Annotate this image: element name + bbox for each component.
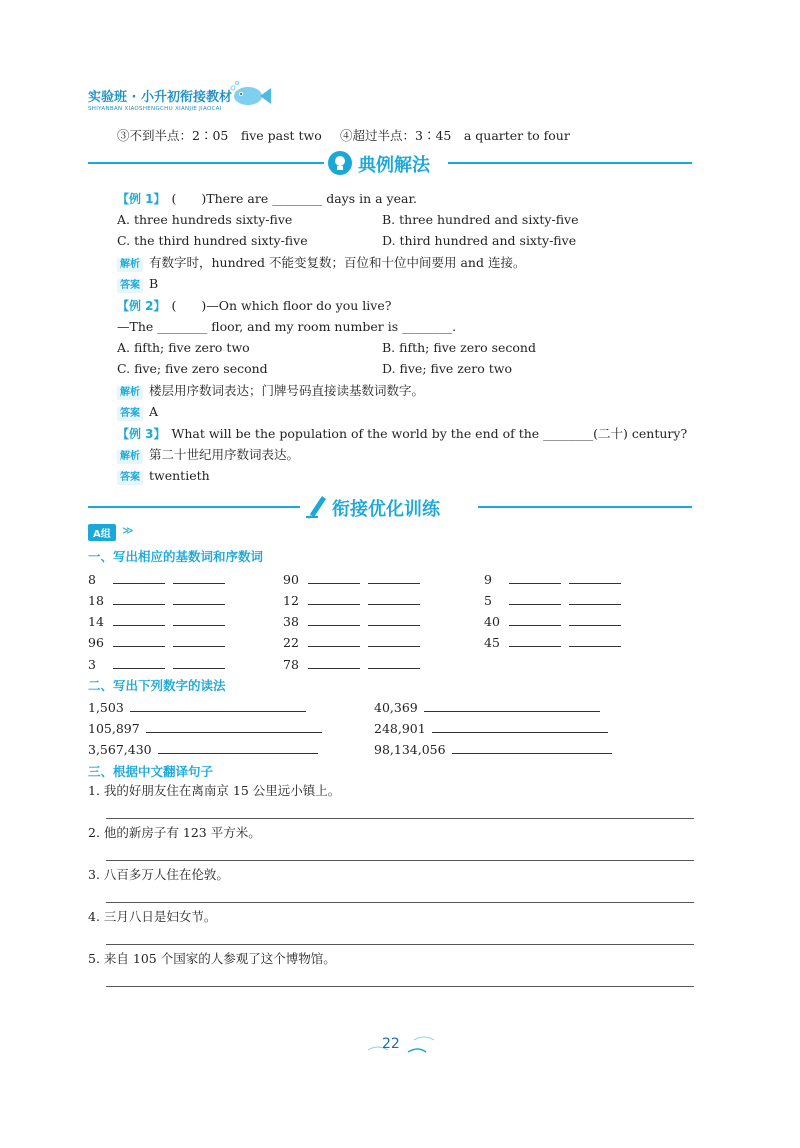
ordinal-blank[interactable] <box>173 634 225 647</box>
cardinal-blank[interactable] <box>509 592 561 605</box>
answer-tag: 答案 <box>117 407 143 421</box>
ex1-option-d: D. third hundred and sixty-five <box>382 233 577 248</box>
chevron-double-right-icon: ≫ <box>122 524 134 537</box>
number-item <box>484 571 621 588</box>
page-number: 22 <box>382 1036 400 1052</box>
number-value: 3,567,430 <box>88 742 152 757</box>
ordinal-blank[interactable] <box>569 613 621 626</box>
number-value: 90 <box>283 572 299 587</box>
fish-logo-icon <box>228 80 272 110</box>
number-reading-item <box>88 720 322 737</box>
number-value: 22 <box>283 635 299 650</box>
ex1-answer: B <box>149 276 159 291</box>
ex2-answer-row <box>117 404 158 421</box>
ex1-option-b: B. three hundred and sixty-five <box>382 212 579 227</box>
ex1-option-c: C. the third hundred sixty-five <box>117 233 308 248</box>
number-value: 9 <box>484 572 492 587</box>
cardinal-blank[interactable] <box>308 656 360 669</box>
ex2-option-a: A. fifth; five zero two <box>117 340 250 355</box>
reading-blank[interactable] <box>158 741 318 754</box>
number-item <box>88 613 225 630</box>
ex2-option-d: D. five; five zero two <box>382 361 512 376</box>
section2-title: 衔接优化训练 <box>332 499 440 520</box>
ordinal-blank[interactable] <box>569 634 621 647</box>
section1-rule-left <box>88 162 324 164</box>
ex3-stem-row <box>117 426 687 442</box>
cardinal-blank[interactable] <box>308 613 360 626</box>
analysis-tag: 解析 <box>117 386 143 400</box>
ex2-tag: 【例 2】 <box>117 299 166 313</box>
cardinal-blank[interactable] <box>509 571 561 584</box>
translation-sentence: 4. 三月八日是妇女节。 <box>88 909 217 924</box>
ordinal-blank[interactable] <box>173 613 225 626</box>
translation-sentence: 1. 我的好朋友住在离南京 15 公里远小镇上。 <box>88 783 341 798</box>
answer-tag: 答案 <box>117 279 143 293</box>
section2-rule-left <box>88 506 300 508</box>
number-value: 12 <box>283 593 299 608</box>
group-a-label: A组 <box>93 529 111 540</box>
number-item <box>484 634 621 651</box>
cardinal-blank[interactable] <box>113 571 165 584</box>
header-logo <box>88 86 232 112</box>
part1-title: 一、写出相应的基数词和序数词 <box>88 549 264 564</box>
number-value: 14 <box>88 614 104 629</box>
number-item <box>88 656 225 673</box>
ordinal-blank[interactable] <box>368 592 420 605</box>
number-item <box>283 571 420 588</box>
reading-blank[interactable] <box>146 720 322 733</box>
ordinal-blank[interactable] <box>368 571 420 584</box>
ordinal-blank[interactable] <box>368 634 420 647</box>
cardinal-blank[interactable] <box>308 592 360 605</box>
ex1-stem-row <box>117 191 417 207</box>
number-item <box>88 592 225 609</box>
translation-sentence: 5. 来自 105 个国家的人参观了这个博物馆。 <box>88 951 336 966</box>
cardinal-blank[interactable] <box>113 634 165 647</box>
ordinal-blank[interactable] <box>569 571 621 584</box>
part2-title: 二、写出下列数字的读法 <box>88 678 226 693</box>
ex3-analysis: 第二十世纪用序数词表达。 <box>149 447 300 462</box>
ex2-answer: A <box>149 404 159 419</box>
ex1-analysis-row <box>117 255 525 272</box>
number-item <box>283 592 420 609</box>
answer-tag: 答案 <box>117 471 143 485</box>
section1-title: 典例解法 <box>358 155 430 176</box>
ex2-option-b: B. fifth; five zero second <box>382 340 536 355</box>
ex3-answer-row <box>117 468 210 485</box>
pencil-icon <box>304 492 328 520</box>
number-reading-item <box>374 699 600 716</box>
number-value: 3 <box>88 657 96 672</box>
translation-sentence: 3. 八百多万人住在伦敦。 <box>88 867 229 882</box>
number-value: 96 <box>88 635 104 650</box>
cardinal-blank[interactable] <box>113 656 165 669</box>
number-item <box>283 656 420 673</box>
ordinal-blank[interactable] <box>368 656 420 669</box>
ordinal-blank[interactable] <box>173 571 225 584</box>
intro-item-3: ③不到半点：2∶05 five past two <box>117 128 322 143</box>
ex1-answer-row <box>117 276 158 293</box>
section1-rule-right <box>448 162 692 164</box>
group-a-badge <box>88 524 116 541</box>
number-item <box>88 634 225 651</box>
ex1-analysis: 有数字时，hundred 不能变复数；百位和十位中间要用 and 连接。 <box>149 255 526 270</box>
number-value: 105,897 <box>88 721 140 736</box>
ex3-stem: What will be the population of the world by the end of the ________(二十) century? <box>171 426 688 441</box>
ordinal-blank[interactable] <box>173 656 225 669</box>
answer-line[interactable] <box>106 986 694 987</box>
series-pinyin: SHIYANBAN XIAOSHENGCHU XIANJIE JIAOCAI <box>88 106 222 112</box>
page-number-badge <box>366 1034 436 1056</box>
reading-blank[interactable] <box>130 699 306 712</box>
answer-line[interactable] <box>106 860 694 861</box>
analysis-tag: 解析 <box>117 450 143 464</box>
intro-item-4: ④超过半点：3∶45 a quarter to four <box>340 128 570 143</box>
translation-sentence: 2. 他的新房子有 123 平方米。 <box>88 825 261 840</box>
ordinal-blank[interactable] <box>368 613 420 626</box>
number-reading-item <box>88 741 318 758</box>
answer-line[interactable] <box>106 902 694 903</box>
ordinal-blank[interactable] <box>173 592 225 605</box>
cardinal-blank[interactable] <box>308 571 360 584</box>
number-value: 248,901 <box>374 721 426 736</box>
cardinal-blank[interactable] <box>113 592 165 605</box>
number-value: 8 <box>88 572 96 587</box>
number-item <box>88 571 225 588</box>
lightbulb-icon <box>327 150 353 176</box>
number-item <box>484 613 621 630</box>
reading-blank[interactable] <box>432 720 608 733</box>
analysis-tag: 解析 <box>117 258 143 272</box>
number-item <box>283 613 420 630</box>
number-item <box>484 592 621 609</box>
reading-blank[interactable] <box>452 741 612 754</box>
number-value: 45 <box>484 635 500 650</box>
number-reading-item <box>374 741 612 758</box>
number-value: 98,134,056 <box>374 742 446 757</box>
ordinal-blank[interactable] <box>569 592 621 605</box>
cardinal-blank[interactable] <box>113 613 165 626</box>
cardinal-blank[interactable] <box>509 613 561 626</box>
section2-rule-right <box>478 506 692 508</box>
ex1-option-a: A. three hundreds sixty-five <box>117 212 293 227</box>
cardinal-blank[interactable] <box>509 634 561 647</box>
number-value: 78 <box>283 657 299 672</box>
cardinal-blank[interactable] <box>308 634 360 647</box>
number-value: 38 <box>283 614 299 629</box>
ex2-stem-row <box>117 298 391 314</box>
ex3-analysis-row <box>117 447 299 464</box>
ex1-stem: ( )There are ________ days in a year. <box>171 191 418 206</box>
number-value: 40,369 <box>374 700 418 715</box>
part3-title: 三、根据中文翻译句子 <box>88 764 214 779</box>
number-reading-item <box>374 720 608 737</box>
number-value: 18 <box>88 593 104 608</box>
wave-decoration-icon <box>366 1034 436 1056</box>
ex2-analysis-row <box>117 383 424 400</box>
number-item <box>283 634 420 651</box>
ex1-tag: 【例 1】 <box>117 192 166 206</box>
number-value: 5 <box>484 593 492 608</box>
ex3-answer: twentieth <box>149 468 210 483</box>
number-value: 40 <box>484 614 500 629</box>
ex2-analysis: 楼层用序数词表达；门牌号码直接读基数词数字。 <box>149 383 425 398</box>
ex2-option-c: C. five; five zero second <box>117 361 268 376</box>
ex2-stem: ( )—On which floor do you live? <box>171 298 392 313</box>
answer-line[interactable] <box>106 818 694 819</box>
answer-line[interactable] <box>106 944 694 945</box>
ex2-stem2: —The ________ floor, and my room number is ________. <box>117 319 457 334</box>
ex3-tag: 【例 3】 <box>117 427 166 441</box>
number-value: 1,503 <box>88 700 124 715</box>
reading-blank[interactable] <box>424 699 600 712</box>
number-reading-item <box>88 699 306 716</box>
series-title: 实验班 · 小升初衔接教材 <box>88 90 232 105</box>
